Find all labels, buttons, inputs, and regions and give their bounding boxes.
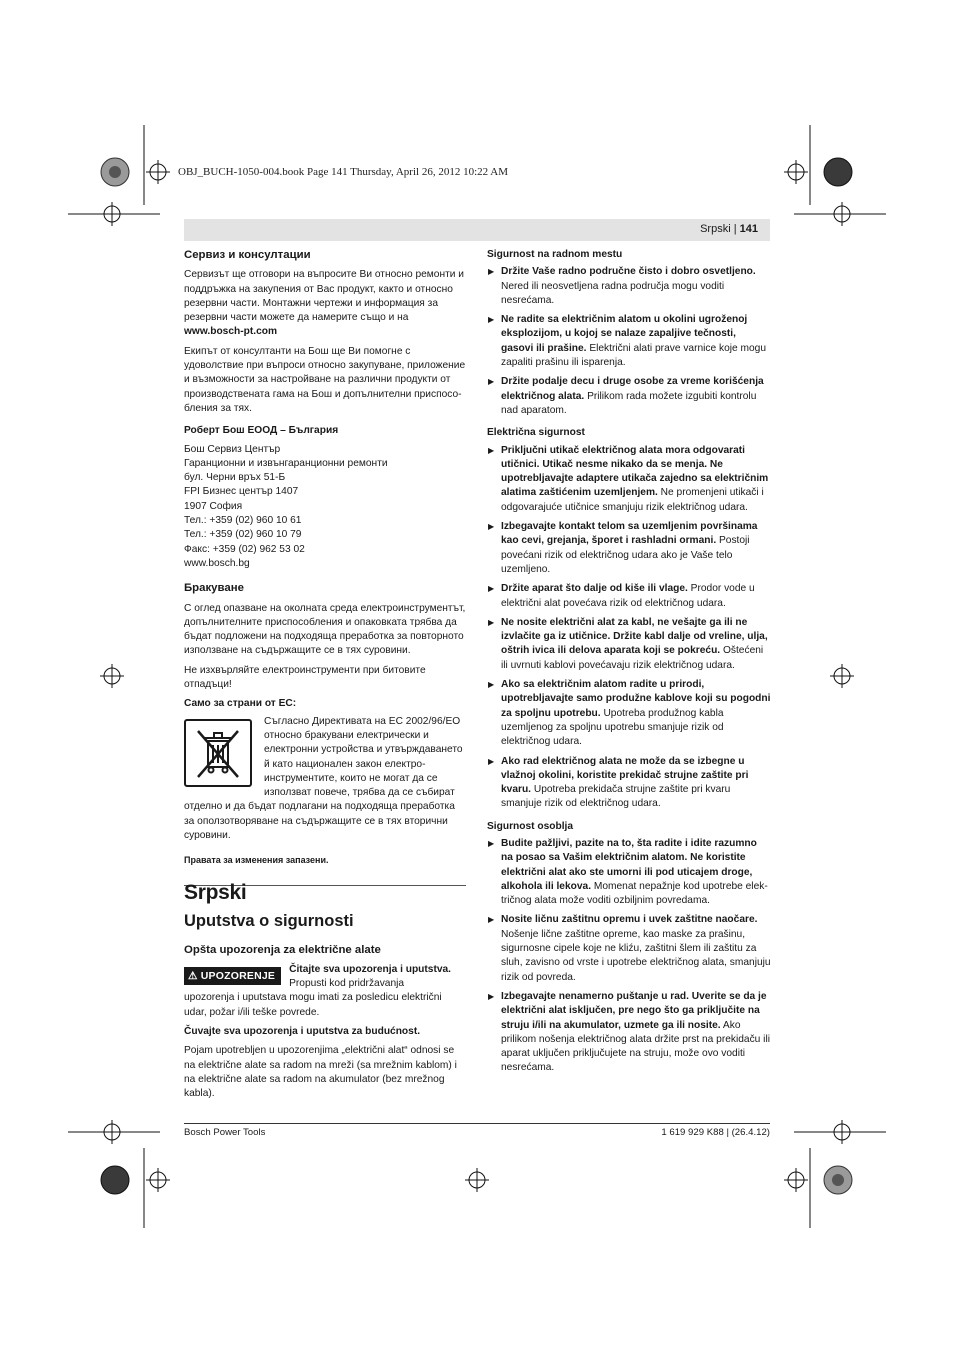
safety-item-lead: Izbegavajte nenamerno puštanje u rad. Uverite se da je električni alat isključen, pre nego što ga priključite na struju i/ili na akumulator, uzmete ga ili nosite. [501,990,767,1031]
safety-item-lead: Držite Vaše radno područne čisto i dobro osvetljeno. [501,266,756,278]
address-line: 1907 София [184,500,243,512]
warning-block [184,963,466,992]
safety-item-text: Prilikom rada možete izgubiti kontrolu nad aparatom. [501,390,757,416]
safety-title: Uputstva o sigurnosti [184,912,354,931]
work-area-heading: Sigurnost na radnom mestu [487,249,623,260]
personal-list [487,837,771,1076]
warning-consequences: upozorenja i uputstava mogu imati za posledicu električni udar, požar i/ili teške povrede. [184,992,442,1018]
safety-item-lead: Izbegavajte kontakt telom sa uzemljenim površinama kao cevi, grejanja, šporet i rashladni ormani. [501,521,758,547]
slug-line: OBJ_BUCH-1050-004.book Page 141 Thursday, April 26, 2012 10:22 AM [178,166,508,178]
eu-block [184,715,466,801]
safety-item-lead: Ne nosite električni alat za kabl, ne vešajte ga ili ne izvlačite ga iz utičnice. Držite kabl dalje od vreline, ulja, oštrih ivica ili delova aparata koji se pokreću. [501,616,768,657]
address-line: www.bosch.bg [184,557,250,569]
company-name: Роберт Бош ЕООД – България [184,425,339,437]
work-area-list [487,265,771,418]
left-column [184,248,466,873]
safety-item-lead: Budite pažljivi, pazite na to, šta radite i idite razumno na posao sa Vašim električnim alatom. Ne koristite električni alat ako ste umorni ili pod uticajem droge, alkohola ili lekova. [501,837,757,892]
safety-item [487,678,771,749]
disposal-heading: Бракуване [184,582,244,595]
address-line: Факс: +359 (02) 962 53 02 [184,543,305,555]
address-block [184,443,466,572]
safety-item-text: Električni alati prave varnice koje mogu zapaliti prašinu ili isparenja. [501,342,766,369]
page-number: 141 [739,223,758,235]
footer-rule [184,1123,770,1124]
safety-item-text: Postoji povećani rizik od električnog udara ako je Vaše telo uzemljeno. [501,535,750,575]
safety-item [487,582,771,611]
safety-item-text: Nošenje lične zaštitne opreme, kao maske za prašinu, sigurnosne cipele koje ne kliźu, zaštitni šlem ili zaštitu za sluh, zavisno od vrste i upotrebe električnog alata, smanjuju rizik od povreda. [501,928,771,983]
eu-heading: Само за страни от ЕС: [184,698,297,710]
electrical-heading: Električna sigurnost [487,427,585,439]
footer-right: 1 619 929 K88 | (26.4.12) [661,1127,770,1138]
general-warnings-heading: Opšta upozorenja za električne alate [184,943,381,956]
safety-item-text: Upotreba prekidača strujne zaštite pri kvaru smanjuje rizik od električnog udara. [501,784,731,810]
safety-item [487,616,771,673]
term-definition: Pojam upotrebljen u upozorenjima „električni alat“ odnosi se na električne alate sa radom na mreži (sa mrežnim kablom) i na električne alate sa radom na akumulator (bez mrežnog kabla). [184,1045,457,1100]
safety-item-lead: Nosite ličnu zaštitnu opremu i uvek zaštitne naočare. [501,914,758,926]
warning-triangle-icon: ⚠ [188,969,198,982]
safety-item-text: Momenat nepažnje kod upotrebe elek-tričnog alata može voditi ozbiljnim povredama. [501,880,768,907]
warning-badge-label: UPOZORENJE [200,969,276,982]
disposal-text-2: Не изхвърляйте електроинструменти при битовите отпадъци! [184,664,426,691]
safety-item-text: Prodor vode u električni alat povećava rizik od električnog udara. [501,583,755,609]
service-url: www.bosch-pt.com [184,326,278,338]
crossed-bin-icon [186,721,250,785]
warning-badge [184,967,281,985]
rights-reserved: Правата за изменения запазени. [184,855,329,866]
address-line: Бош Сервиз Център [184,443,281,455]
safety-item [487,520,771,577]
safety-item [487,990,771,1076]
safety-item-lead: Držite podalje decu i druge osobe za vreme korišćenja električnog alata. [501,376,764,402]
warning-continuation: Propusti kod pridržavanja [289,978,405,990]
safety-item-lead: Ako rad električnog alata ne može da se izbegne u vlažnoj okolini, koristite prekidač strujne zaštite pri kvaru. [501,755,749,796]
weee-bin-icon [184,719,252,787]
keep-warnings: Čuvajte sva upozorenja i uputstva za budućnost. [184,1026,421,1038]
footer-left: Bosch Power Tools [184,1127,266,1138]
address-line: бул. Черни връх 51-Б [184,472,286,484]
warning-lead: Čitajte sva upozorenja i uputstva. [289,963,452,975]
consult-text: Екипът от консултанти на Бош ще Ви помогне с удоволствие при въпроси относно закупуване, приложение и възможности за настройване на различни продукти от производствената гама на Бош и допълнителни приспосо-бления за тях. [184,345,466,414]
safety-item [487,313,771,370]
safety-item-text: Ne promenjeni utikači i odgovarajuće utičnice smanjuju rizik električnog udara. [501,487,764,513]
safety-item [487,755,771,812]
service-heading: Сервиз и консултации [184,249,311,261]
right-column [487,248,771,1081]
safety-item-text: Ako prilikom nošenja električnog alata držite prst na prekidaču ili aparat uključen priključujete na struju, može ovo voditi nesrećama. [501,1019,770,1074]
safety-item-lead: Držite aparat što dalje od kiše ili vlage. [501,583,688,595]
service-text: Сервизът ще отговори на въпросите Ви относно ремонти и поддръжка на закупения от Вас продукт, както и относно резервни части. Монтажни чертежи и информация за резервни части можете да намерите също и на [184,269,464,324]
address-line: Тел.: +359 (02) 960 10 79 [184,529,302,541]
address-line: FPI Бизнес център 1407 [184,486,299,498]
safety-item [487,837,771,908]
eu-text-below: отделно и да бъдат подлагани на подходяща преработка за оползотворяване на съдържащите се в тях вторични суровини. [184,801,455,841]
eu-text-beside: Съгласно Директивата на ЕС 2002/96/ЕО относно бракувани електрически и електронни устройства и утвърждаването й като национален закон електро-инструментите, които не могат да се използват повече, трябва да се събират [264,715,463,799]
safety-item-lead: Priključni utikač električnog alata mora odgovarati utičnici. Utikač nesme nikako da se menja. Ne upotrebljavajte adaptere utikača zajedno sa električnim alatima zaštićenim uzemljenjem. [501,444,769,499]
safety-item [487,444,771,515]
safety-item-text: Upotreba produžnog kabla uzemljenog za spoljnu upotrebu smanjuje rizik od električnog udara. [501,707,724,748]
language-title: Srpski [184,881,247,904]
electrical-list [487,444,771,812]
page-header-bar [184,219,770,241]
address-line: Гаранционни и извънгаранционни ремонти [184,457,388,469]
safety-item [487,375,771,418]
srpski-section [184,881,466,1107]
disposal-text: С оглед опазване на околната среда електроинструментът, допълнителните приспособления и опаковката трябва да бъдат подложени на подходяща преработка за повторното използване на съдържащите се в тях суровини. [184,602,466,657]
safety-item-lead: Ne radite sa električnim alatom u okolini ugroženoj eksplozijom, u kojoj se nalaze zapaljive tečnosti, gasovi ili prašine. [501,314,748,354]
personal-heading: Sigurnost osoblja [487,820,574,832]
address-line: Тел.: +359 (02) 960 10 61 [184,515,302,527]
safety-item-text: Oštećeni ili uvrnuti kablovi povećavaju rizik električnog udara. [501,645,764,671]
safety-item [487,265,771,308]
safety-item-lead: Ako sa električnim alatom radite u prirodi, upotrebljavajte samo produžne kablove koji su pogodni za spoljnu upotrebu. [501,679,771,719]
page-header: Srpski | 141 [700,223,758,235]
safety-item [487,913,771,984]
safety-item-text: Nered ili neosvetljena radna područja mogu voditi nesrećama. [501,280,725,306]
header-section: Srpski [700,223,731,235]
